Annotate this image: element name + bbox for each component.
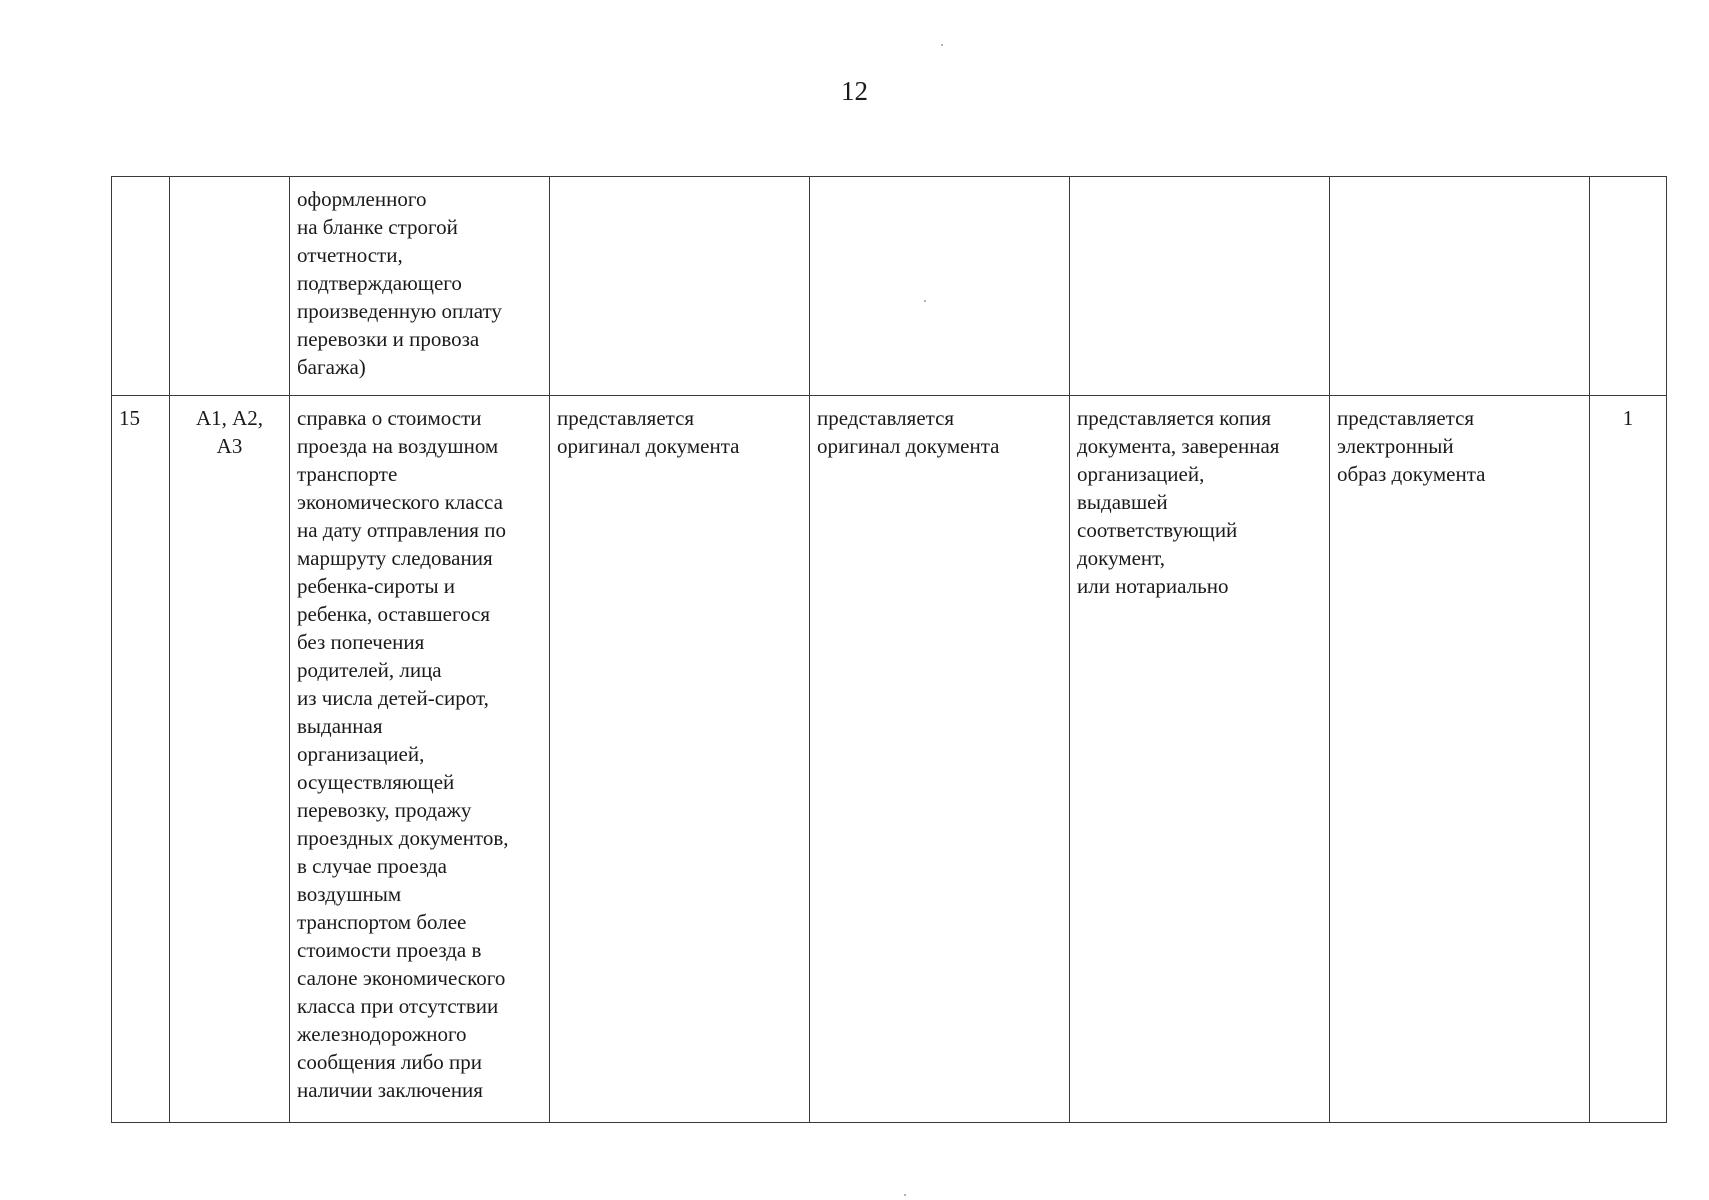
submission-method-cell [1070,177,1330,396]
submission-method-cell: представляется оригинал документа [550,396,810,1123]
copies-count-cell: 1 [1590,396,1667,1123]
scan-speck [924,300,926,302]
submission-method-cell: представляется электронный образ документа [1330,396,1590,1123]
table-row [112,396,1667,1123]
document-description-cell: оформленного на бланке строгой отчетности, подтверждающего произведенную оплату перевозки и провоза багажа) [290,177,550,396]
submission-method-cell [810,177,1070,396]
applicant-codes-cell [170,177,290,396]
submission-method-cell: представляется копия документа, заверенная организацией, выдавшей соответствующий документ, или нотариально [1070,396,1330,1123]
documents-table [111,176,1667,1123]
applicant-codes-cell: А1, А2, А3 [170,396,290,1123]
row-number-cell [112,177,170,396]
copies-count-cell [1590,177,1667,396]
scan-speck [904,1194,906,1196]
table-row [112,177,1667,396]
submission-method-cell [1330,177,1590,396]
document-description-cell: справка о стоимости проезда на воздушном транспорте экономического класса на дату отправления по маршруту следования ребенка-сироты и ребенка, оставшегося без попечения родителей, лица из числа детей-сирот, выданная организацией, осуществляющей перевозку, продажу проездных документов, в случае проезда воздушным транспортом более стоимости проезда в салоне экономического класса при отсутствии железнодорожного сообщения либо при наличии заключения [290,396,550,1123]
row-number-cell: 15 [112,396,170,1123]
submission-method-cell [550,177,810,396]
scan-speck [941,44,943,46]
page-number: 12 [841,76,868,106]
submission-method-cell: представляется оригинал документа [810,396,1070,1123]
